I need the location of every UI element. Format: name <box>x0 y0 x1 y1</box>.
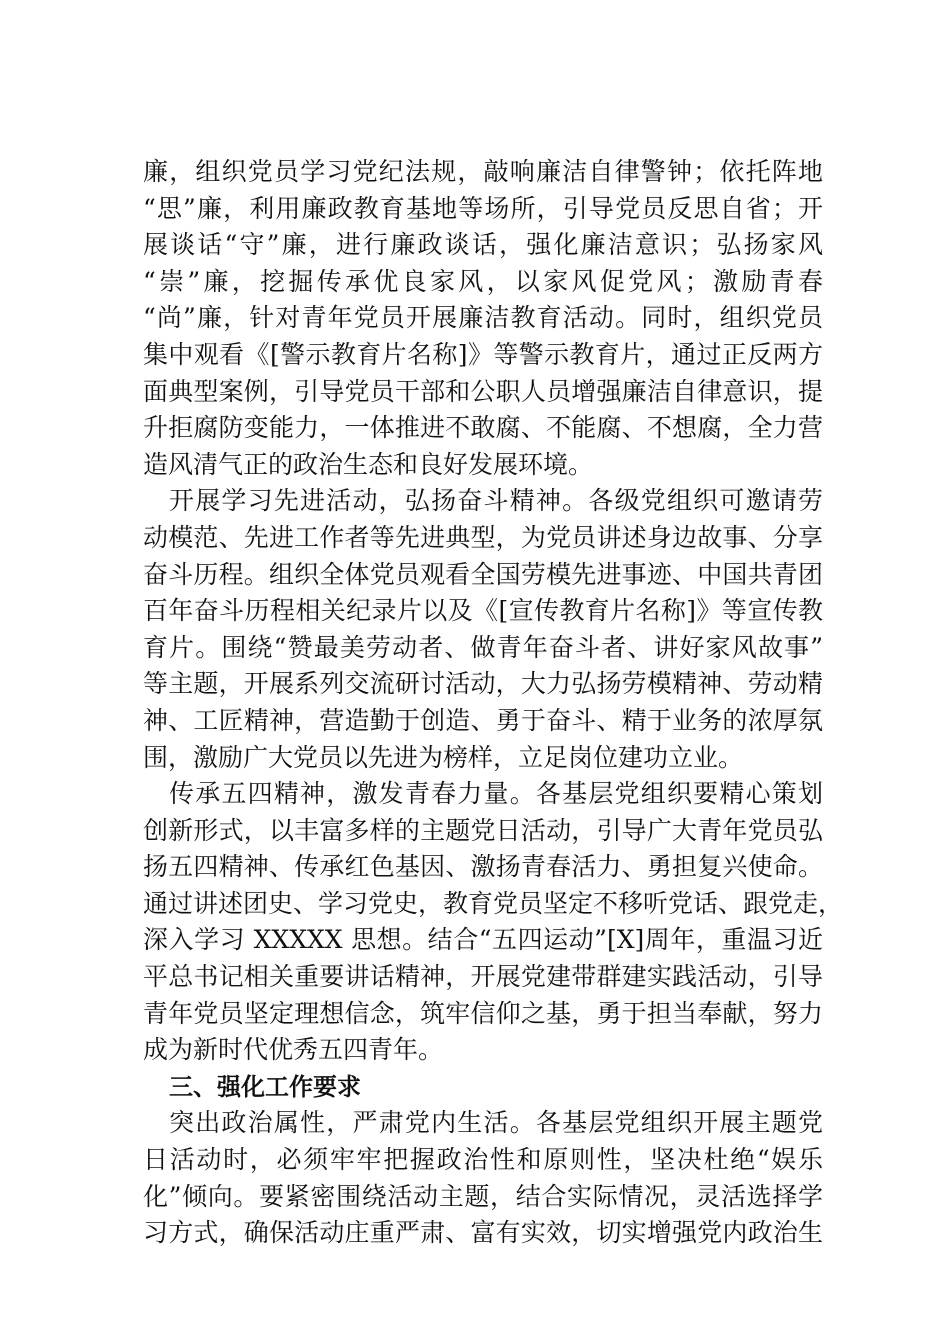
text-line: 三、强化工作要求 <box>169 1072 361 1101</box>
paragraph <box>143 1105 823 1251</box>
text-line: 通过讲述团史、学习党史，教育党员坚定不移听党话、跟党走， <box>143 888 844 918</box>
text-line: 开展学习先进活动，弘扬奋斗精神。各级党组织可邀请劳 <box>169 486 823 516</box>
paragraph <box>143 154 823 483</box>
text-line: 化”倾向。要紧密围绕活动主题，结合实际情况，灵活选择学 <box>143 1181 823 1211</box>
text-line: 集中观看《[警示教育片名称]》等警示教育片，通过正反两方 <box>143 339 823 369</box>
text-line: “思”廉，利用廉政教育基地等场所，引导党员反思自省；开 <box>143 193 823 223</box>
text-line: “尚”廉，针对青年党员开展廉洁教育活动。同时，组织党员 <box>143 303 823 333</box>
text-line: 百年奋斗历程相关纪录片以及《[宣传教育片名称]》等宣传教 <box>143 596 823 626</box>
text-line: 育片。围绕“赞最美劳动者、做青年奋斗者、讲好家风故事” <box>143 632 823 662</box>
text-line: 成为新时代优秀五四青年。 <box>143 1035 444 1065</box>
text-line: 平总书记相关重要讲话精神，开展党建带群建实践活动，引导 <box>143 962 823 992</box>
text-line: 围，激励广大党员以先进为榜样，立足岗位建功立业。 <box>143 742 744 772</box>
text-line: 展谈话“守”廉，进行廉政谈话，强化廉洁意识；弘扬家风 <box>143 230 823 260</box>
text-line: 青年党员坚定理想信念，筑牢信仰之基，勇于担当奉献，努力 <box>143 998 823 1028</box>
paragraph <box>143 483 823 776</box>
paragraph <box>143 776 844 1069</box>
document-page <box>143 154 844 1252</box>
text-line: 日活动时，必须牢牢把握政治性和原则性，坚决杜绝“娱乐 <box>143 1145 823 1175</box>
text-line: 造风清气正的政治生态和良好发展环境。 <box>143 449 594 479</box>
text-line: 面典型案例，引导党员干部和公职人员增强廉洁自律意识，提 <box>143 376 823 406</box>
text-line: “崇”廉，挖掘传承优良家风，以家风促党风；激励青春 <box>143 266 823 296</box>
text-line: 动模范、先进工作者等先进典型，为党员讲述身边故事、分享 <box>143 522 823 552</box>
text-line: 奋斗历程。组织全体党员观看全国劳模先进事迹、中国共青团 <box>143 559 823 589</box>
text-line: 习方式，确保活动庄重严肃、富有实效，切实增强党内政治生 <box>143 1218 823 1248</box>
text-line: 神、工匠精神，营造勤于创造、勇于奋斗、精于业务的浓厚氛 <box>143 705 823 735</box>
text-line: 升拒腐防变能力，一体推进不敢腐、不能腐、不想腐，全力营 <box>143 413 823 443</box>
text-line: 传承五四精神，激发青春力量。各基层党组织要精心策划 <box>169 779 823 809</box>
text-line: 深入学习 XXXXX 思想。结合“五四运动”[X]周年，重温习近 <box>143 925 823 955</box>
text-line: 等主题，开展系列交流研讨活动，大力弘扬劳模精神、劳动精 <box>143 669 823 699</box>
text-line: 廉，组织党员学习党纪法规，敲响廉洁自律警钟；依托阵地 <box>143 157 823 186</box>
text-line: 突出政治属性，严肃党内生活。各基层党组织开展主题党 <box>169 1108 823 1138</box>
text-line: 扬五四精神、传承红色基因、激扬青春活力、勇担复兴使命。 <box>143 852 823 882</box>
text-line: 创新形式，以丰富多样的主题党日活动，引导广大青年党员弘 <box>143 815 823 845</box>
section-heading <box>143 1069 823 1106</box>
